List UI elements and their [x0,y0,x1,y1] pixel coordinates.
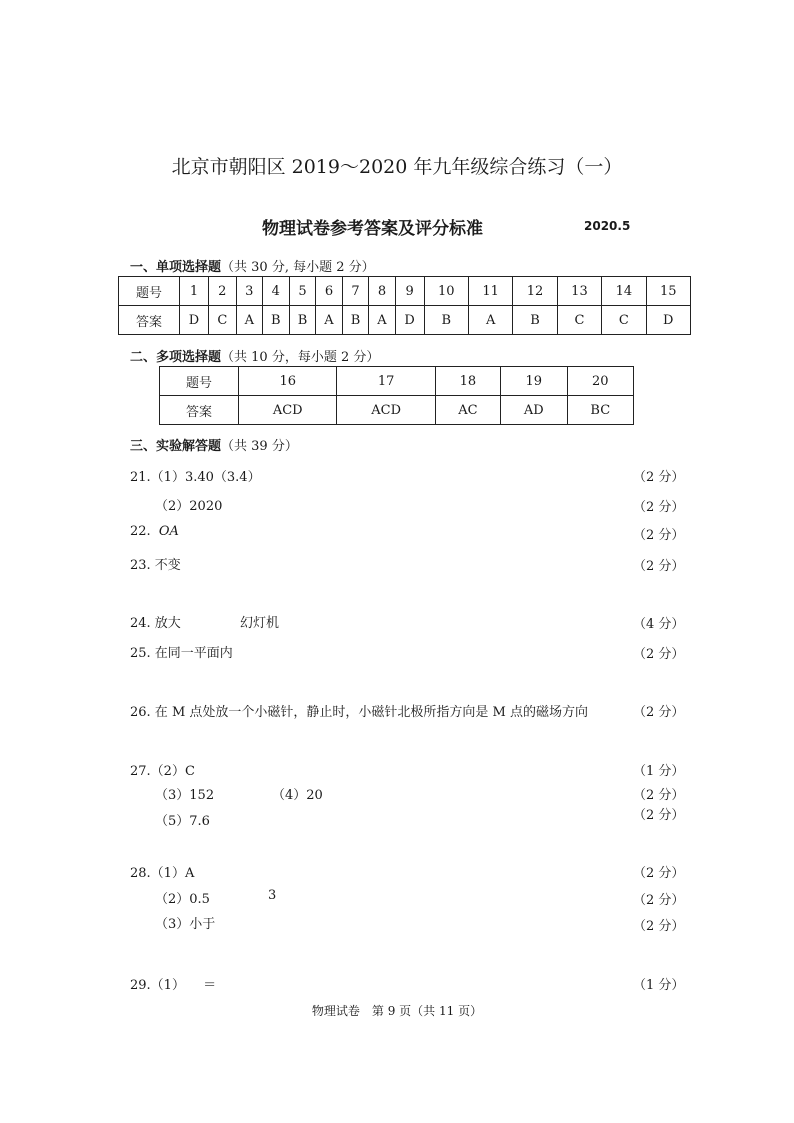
question-28-part-3: （3）小于 [155,917,216,932]
answer-cell: A [236,306,262,335]
answer-cell: C [602,306,646,335]
question-24-answer-2: 幻灯机 [240,616,280,631]
row-label-answer: 答案 [119,306,180,335]
answer-cell: C [208,306,236,335]
question-27-part-3: （3）152 [155,788,215,803]
question-number-cell: 8 [369,277,395,306]
question-22-answer [130,524,179,539]
section-1-heading [130,256,375,275]
question-29-score: （1 分） [633,978,685,993]
table-row-answers [160,396,634,425]
question-25-answer: 25. 在同一平面内 [130,646,233,661]
table-row-answers [119,306,691,335]
answer-cell: A [468,306,512,335]
row-label-number: 题号 [160,367,239,396]
question-23-answer: 23. 不变 [130,558,181,573]
question-24-score: （4 分） [633,617,685,632]
section-2-title: 二、多项选择题 [130,350,222,365]
question-27-answer: 27.（2）C [130,764,195,779]
question-25-score: （2 分） [633,647,685,662]
section-3-heading [130,435,298,454]
question-28-part-2: （2）0.5 [155,892,210,907]
question-number-cell: 10 [424,277,468,306]
question-22-number: 22. [130,524,151,539]
question-26-score: （2 分） [633,705,685,720]
question-number-cell: 4 [262,277,289,306]
question-28-part-2-score: （2 分） [633,893,685,908]
question-29-value: ＝ [203,978,217,993]
answer-cell: BC [567,396,633,425]
question-23-score: （2 分） [633,559,685,574]
section-1-title: 一、单项选择题 [130,260,222,275]
row-label-answer: 答案 [160,396,239,425]
question-28-answer: 28.（1）A [130,866,195,881]
answer-cell: B [342,306,369,335]
answer-cell: D [395,306,424,335]
row-label-number: 题号 [119,277,180,306]
question-26-answer: 26. 在 M 点处放一个小磁针，静止时，小磁针北极所指方向是 M 点的磁场方向 [130,705,588,720]
question-number-cell: 15 [646,277,690,306]
question-27-part-34-score: （2 分） [633,788,685,803]
page-footer: 物理试卷 第 9 页（共 11 页） [311,1004,483,1018]
question-22-score: （2 分） [633,528,685,543]
question-number-cell: 2 [208,277,236,306]
question-number-cell: 1 [180,277,209,306]
answer-cell: B [262,306,289,335]
question-number-cell: 6 [316,277,342,306]
single-choice-answer-table [118,276,691,335]
question-27-score: （1 分） [633,764,685,779]
section-3-title: 三、实验解答题 [130,439,222,454]
question-number-cell: 16 [239,367,337,396]
question-28-part-3-score: （2 分） [633,919,685,934]
exam-date: 2020.5 [584,219,631,233]
question-27-part-5: （5）7.6 [155,814,210,829]
question-number-cell: 5 [289,277,316,306]
question-27-part-5-score: （2 分） [633,808,685,823]
answer-cell: ACD [337,396,435,425]
question-29-answer [130,974,216,993]
question-21-score: （2 分） [633,470,685,485]
page-title: 北京市朝阳区 2019～2020 年九年级综合练习（一） [171,156,623,178]
section-1-note: （共 30 分, 每小题 2 分） [221,260,375,275]
document-subtitle: 物理试卷参考答案及评分标准 [262,219,483,239]
question-21-answer: 21.（1）3.40（3.4） [130,470,261,485]
question-number-cell: 7 [342,277,369,306]
multiple-choice-answer-table [159,366,634,425]
answer-cell: ACD [239,396,337,425]
table-row-numbers [160,367,634,396]
answer-cell: B [289,306,316,335]
answer-cell: A [369,306,395,335]
question-number-cell: 17 [337,367,435,396]
answer-cell: AD [500,396,567,425]
question-number-cell: 12 [513,277,557,306]
section-2-heading [130,346,379,365]
question-number-cell: 11 [468,277,512,306]
question-21-part-2: （2）2020 [155,499,223,514]
question-22-value: OA [158,524,179,539]
answer-cell: AC [435,396,500,425]
question-number-cell: 3 [236,277,262,306]
question-29-number: 29.（1） [130,978,185,993]
question-28-score: （2 分） [633,866,685,881]
question-24-answer: 24. 放大 [130,616,181,631]
question-27-part-4: （4）20 [272,788,323,803]
answer-cell: B [513,306,557,335]
answer-cell: B [424,306,468,335]
question-number-cell: 13 [557,277,601,306]
answer-cell: D [646,306,690,335]
answer-cell: A [316,306,342,335]
question-number-cell: 9 [395,277,424,306]
question-28-part-2-b: 3 [268,888,277,903]
question-number-cell: 14 [602,277,646,306]
question-number-cell: 20 [567,367,633,396]
table-row-numbers [119,277,691,306]
answer-cell: C [557,306,601,335]
question-number-cell: 19 [500,367,567,396]
question-21-part-2-score: （2 分） [633,500,685,515]
section-2-note: （共 10 分，每小题 2 分） [221,350,380,365]
answer-cell: D [180,306,209,335]
question-number-cell: 18 [435,367,500,396]
section-3-note: （共 39 分） [221,439,298,454]
